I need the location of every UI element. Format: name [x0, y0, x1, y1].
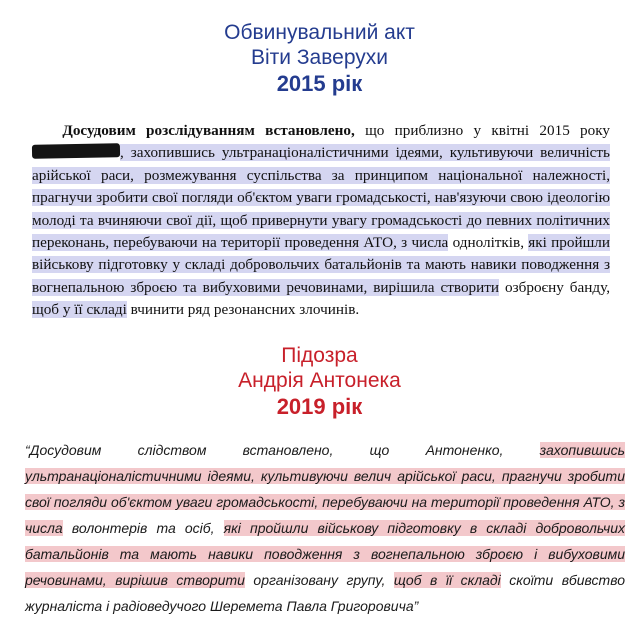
section1-title-block [0, 20, 639, 97]
section2-text-part: волонтерів та осіб, [62, 520, 224, 536]
section2-text-part: скоїти вбивство журналіста і радіоведучого Шеремета Павла Григоровича” [25, 572, 625, 614]
section1-text-part: озброєну банду, [499, 278, 610, 296]
section1-highlight: які пройшли військову підготовку у складі добровольчих батальйонів та мають навики поводження з вогнепальною зброєю та вибуховими речовинами, вирішила створити [32, 234, 610, 296]
section1-bold-intro: Досудовим розслідуванням встановлено, [62, 122, 355, 139]
section2-highlight: захопившись ультранаціоналістичними ідеями, культивуючи велич арійської раси, прагнучи зробити свої погляди об'єктом уваги громадськості, перебуваючи на території проведення АТО, з числа [25, 442, 625, 536]
section2-highlight: які пройшли військову підготовку в складі добровольчих батальйонів та мають навики поводження з вогнепальною зброєю і вибуховими речовинами, вирішив створити [25, 520, 625, 588]
section2-highlight: щоб в її складі [393, 572, 501, 588]
section1-highlight: щоб у її складі [32, 301, 127, 319]
section2-title: Підозра [281, 344, 358, 367]
section2-title-block [0, 343, 639, 420]
section1-year: 2015 рік [276, 71, 363, 96]
section2-subtitle: Андрія Антонека [238, 369, 401, 392]
section1-text-part: вчинити ряд резонансних злочинів. [126, 301, 360, 319]
section1-text-part: що приблизно у квітні 2015 року [354, 122, 610, 139]
section1-title: Обвинувальний акт [224, 21, 415, 44]
section1-paragraph [32, 120, 610, 322]
section2-text-part: “Досудовим слідством встановлено, що Антоненко, [25, 442, 540, 458]
section1-text-part: однолітків, [448, 234, 529, 252]
section1-highlight: , захопившись ультранаціоналістичними ідеями, культивуючи величність арійської раси, розмежування суспільства за принципом національної належності, прагнучи зробити свої погляди об'єктом уваги громадськості, нав'язуючи свою ідеологію молоді та вчиняючи свої дії, щоб привернути увагу громадськості до певних політичних переконань, перебуваючи на території проведення АТО, з числа [32, 144, 610, 252]
section2-text-part: організовану групу, [244, 572, 394, 588]
redaction-mark [32, 144, 120, 160]
section2-year: 2019 рік [276, 394, 363, 419]
section2-paragraph [25, 437, 625, 619]
section1-subtitle: Віти Заверухи [251, 46, 388, 69]
